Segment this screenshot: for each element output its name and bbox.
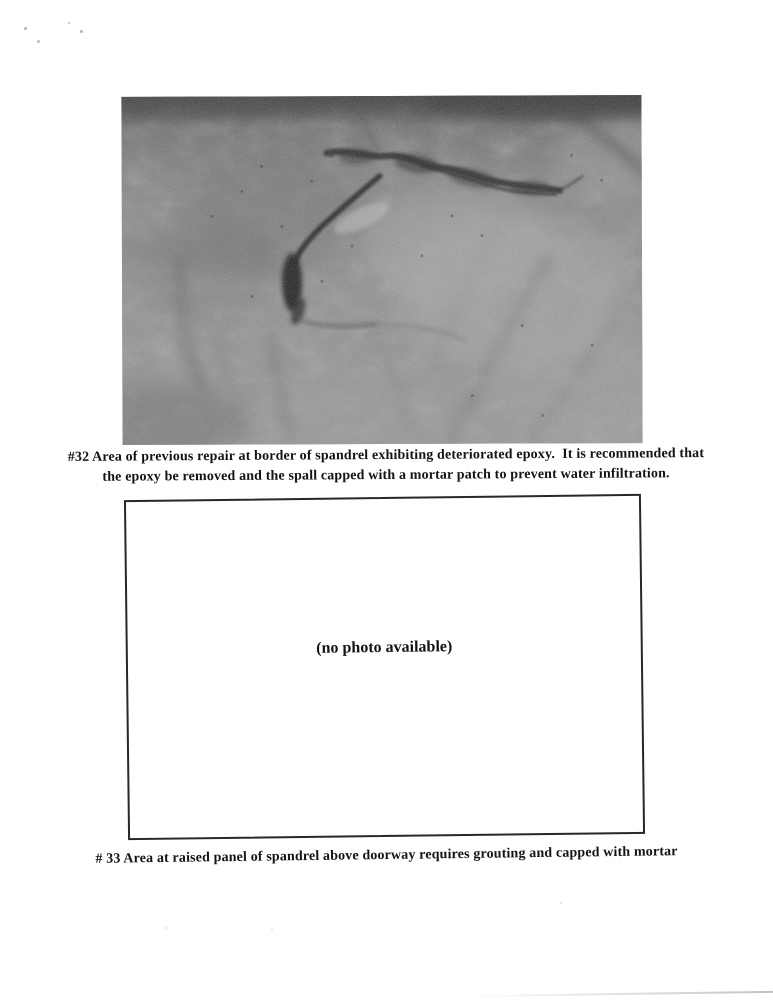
scan-speck: [37, 40, 40, 43]
masonry-crack-photo: [121, 95, 642, 445]
figure-33-placeholder-box: [124, 494, 645, 840]
scan-speck: [271, 929, 273, 931]
figure-32-photo: [121, 95, 642, 445]
scan-speck: [80, 30, 83, 33]
figure-33-caption-line: # 33 Area at raised panel of spandrel above doorway requires grouting and capped with mortar: [95, 844, 678, 867]
scan-speck: [165, 927, 167, 929]
figure-33-caption: [40, 841, 733, 870]
figure-32-caption-line2: the epoxy be removed and the spall capped with a mortar patch to prevent water infiltration.: [102, 466, 670, 485]
figure-32-caption-line1: #32 Area of previous repair at border of spandrel exhibiting deteriorated epoxy. It is recommended that: [67, 446, 705, 465]
scan-speck: [560, 902, 562, 904]
scan-speck: [68, 22, 70, 24]
scan-speck: [24, 27, 27, 30]
scan-artifact-line: [470, 991, 773, 997]
figure-32-caption: [50, 444, 722, 488]
no-photo-available-text: (no photo available): [316, 638, 453, 657]
